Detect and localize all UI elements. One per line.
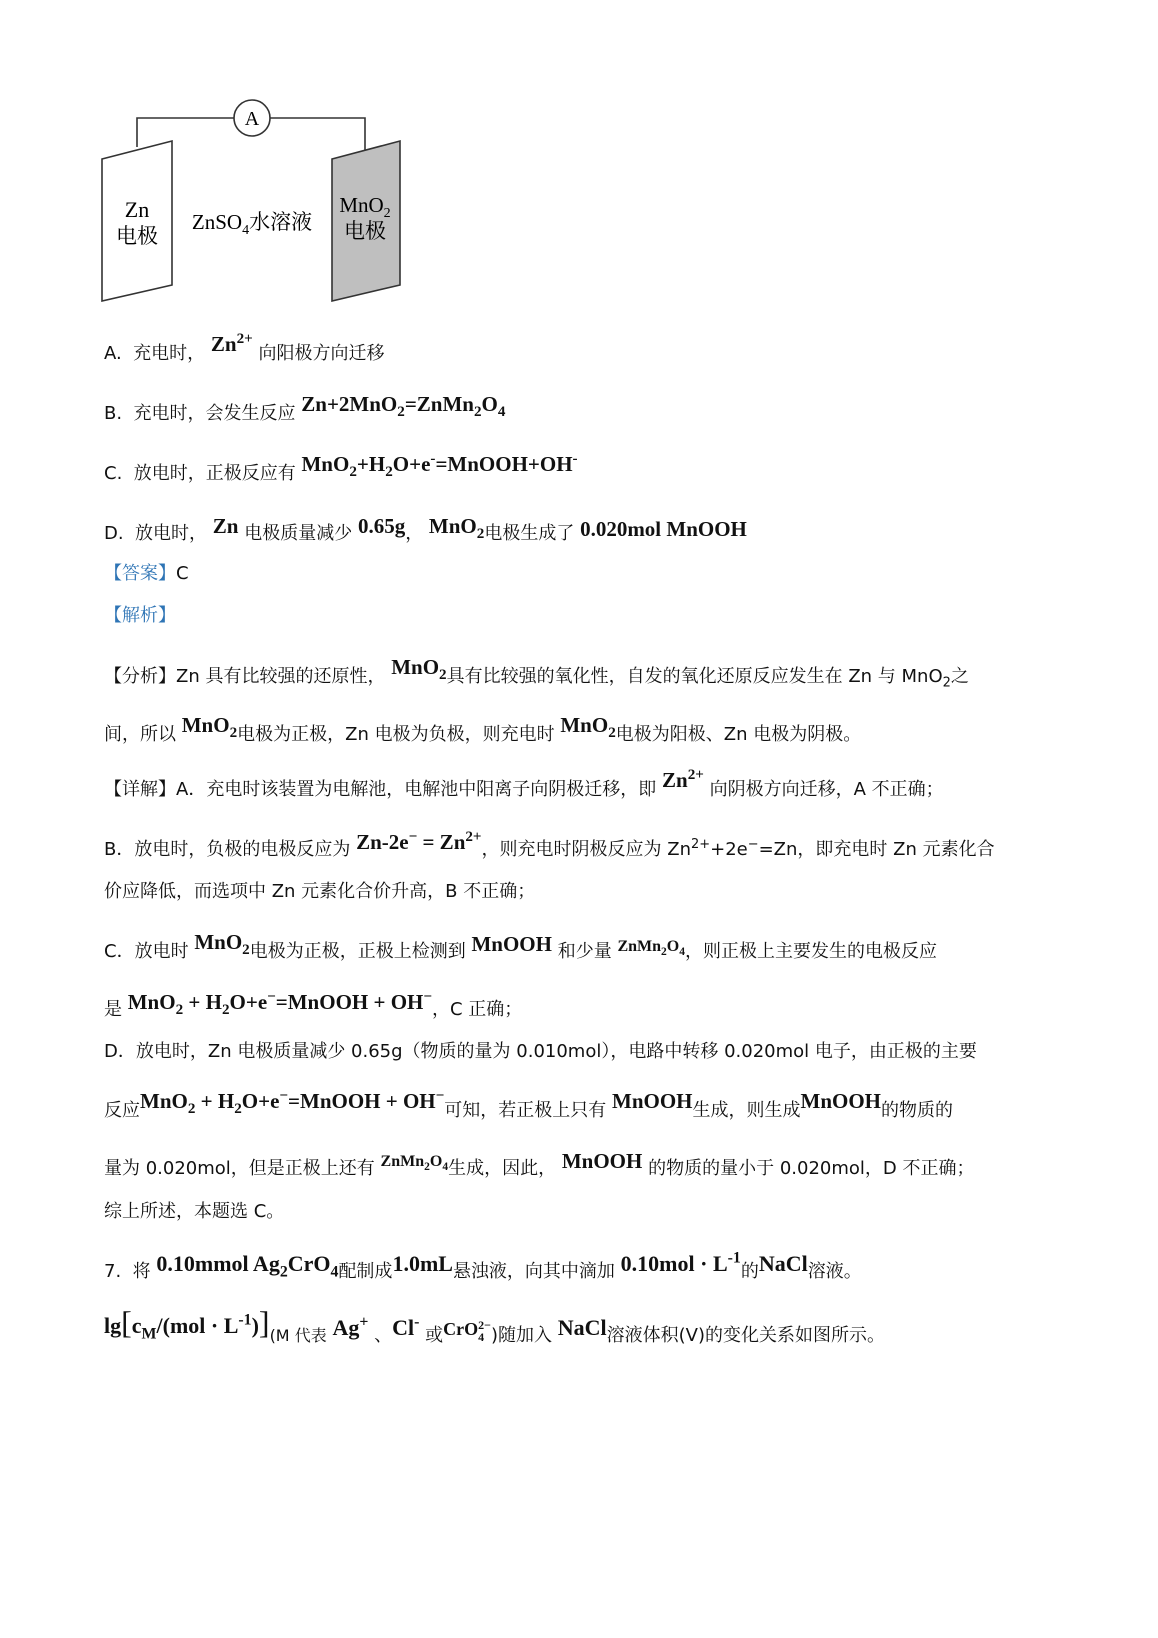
option-b: [104, 392, 506, 426]
formula-text: MnO: [391, 655, 440, 679]
detail-text: 的物质的: [881, 1100, 954, 1121]
formula-sup: −: [435, 1088, 445, 1104]
formula-sub: 4: [478, 1329, 485, 1344]
formula-sub: 2: [229, 725, 238, 742]
formula-text: CrO: [287, 1251, 331, 1276]
mno2-electrode-label: 电极: [344, 219, 386, 243]
formula: [301, 392, 506, 421]
formula-sub: 2: [661, 946, 667, 959]
formula-sub: 2: [234, 1101, 242, 1118]
formula: [428, 514, 485, 543]
detail-text: =Zn，即充电时 Zn 元素化合: [758, 839, 995, 860]
option-text: 充电时，: [133, 343, 206, 364]
formula-sub: 2: [473, 404, 482, 421]
equation: [140, 1088, 445, 1118]
detail-tag: 【详解】: [104, 779, 176, 800]
formula-text: O+e: [241, 1089, 280, 1113]
option-c: [104, 451, 578, 486]
formula-sub: 2: [242, 942, 250, 959]
formula: 1.0mL: [392, 1251, 453, 1276]
formula-text: Zn-2e: [356, 830, 409, 854]
electrolyte-label-text: ZnSO: [191, 210, 243, 234]
detail-text: ，则正极上主要发生的电极反应: [685, 941, 937, 962]
detail-d-line-1: [104, 1040, 977, 1064]
fenxi-text: 之: [950, 666, 969, 687]
formula-text: lg: [104, 1313, 122, 1338]
formula-sub: 2: [221, 1002, 230, 1019]
zn-electrode-label: Zn: [124, 197, 150, 222]
formula-sup: -: [414, 1313, 420, 1331]
detail-d-line-3: [104, 1149, 975, 1182]
answer-line: [104, 562, 189, 586]
question-text: )随加入: [490, 1325, 552, 1346]
formula-sub: 2: [279, 1263, 288, 1281]
option-text: 向阳极方向迁移: [258, 343, 385, 364]
question-number: 7.: [104, 1261, 122, 1282]
fenxi-text: Zn 具有比较强的还原性，: [176, 666, 386, 687]
formula-text: + H: [195, 1089, 235, 1113]
fenxi-text: 间，所以: [104, 724, 176, 745]
formula: MnOOH: [800, 1089, 882, 1113]
formula-text: + H: [183, 990, 222, 1014]
formula-sub: 4: [442, 1161, 449, 1174]
detail-text: B．放电时，负极的电极反应为: [104, 839, 351, 860]
formula-text: MnO: [301, 452, 350, 476]
detail-text: 的物质的量小于 0.020mol，D 不正确；: [648, 1158, 975, 1179]
detail-text: ，C 正确；: [432, 999, 523, 1020]
formula: [392, 1313, 420, 1340]
formula-text: 0.10mmol Ag: [156, 1251, 280, 1276]
formula-text: MnO: [181, 713, 230, 737]
electrolyte-label: [192, 210, 312, 238]
question-text: 将: [132, 1261, 151, 1282]
option-text: 充电时，会发生反应: [133, 403, 296, 424]
formula-sub: 2: [608, 725, 616, 742]
formula-text: Cl: [392, 1315, 415, 1340]
formula: [332, 1313, 369, 1340]
formula-text: 0.10mol · L: [620, 1251, 728, 1276]
formula: [662, 768, 704, 792]
formula: [181, 713, 238, 742]
formula: [356, 830, 481, 854]
formula-text: MnO: [194, 930, 243, 954]
lg-expression: [104, 1304, 270, 1343]
formula-text: Ag: [332, 1315, 360, 1340]
formula: [194, 930, 250, 959]
formula-text: Zn+2MnO: [301, 392, 398, 416]
formula-sup: 2+: [236, 331, 253, 347]
formula-sub: 4: [679, 946, 685, 959]
formula-sup: −: [408, 829, 418, 845]
formula-text: =MnOOH+OH: [435, 452, 573, 476]
detail-d-line-2: [104, 1088, 954, 1123]
formula-text: MnO: [140, 1089, 188, 1113]
formula-text: CrO: [443, 1319, 479, 1339]
formula-text: /(mol · L: [156, 1313, 239, 1338]
detail-text: 价应降低，而选项中 Zn 元素化合价升高，B 不正确；: [104, 881, 536, 902]
detail-text: 生成，则生成: [692, 1100, 801, 1121]
formula-text: Zn: [662, 768, 688, 792]
formula-text: +H: [356, 452, 386, 476]
detail-text: 反应: [104, 1100, 140, 1121]
detail-text: D．放电时，Zn 电极质量减少 0.65g（物质的量为 0.010mol），电路中转移 0.020mol 电子，由正极的主要: [104, 1041, 977, 1062]
formula-sup: −: [423, 989, 432, 1005]
fenxi-tag: 【分析】: [104, 666, 176, 687]
equation: [127, 989, 432, 1019]
option-d: [104, 514, 747, 546]
detail-text: ，则充电时阴极反应为 Zn: [481, 839, 692, 860]
option-text: 放电时，: [135, 523, 208, 544]
formula: [391, 655, 447, 684]
formula-text: MnO: [127, 990, 176, 1014]
detail-a: [104, 767, 944, 802]
cell-diagram: [95, 95, 415, 310]
formula-sub: 4: [497, 404, 506, 421]
formula-text: O: [666, 938, 680, 955]
formula-text: = Zn: [417, 830, 466, 854]
fenxi-text: 电极为正极，Zn 电极为负极，则充电时: [237, 724, 555, 745]
answer-tag: 【答案】: [104, 563, 176, 584]
formula-sup: 2−: [478, 1317, 491, 1332]
option-label: B.: [104, 403, 123, 424]
option-text: 电极质量减少: [244, 523, 353, 544]
formula: [211, 332, 253, 356]
mno2-label-sub: 2: [383, 206, 391, 221]
detail-text: 量为 0.020mol，但是正极上还有: [104, 1158, 375, 1179]
detail-b-line-1: [104, 829, 995, 862]
question-7-line-1: [104, 1249, 862, 1284]
formula-text: MnO: [428, 514, 477, 538]
formula-sub: 2: [424, 1161, 430, 1174]
formula-sub: M: [141, 1325, 157, 1343]
mno2-electrode-label: [339, 193, 390, 221]
formula-sub: 2: [476, 526, 485, 543]
question-text: 悬浊液，向其中滴加: [452, 1261, 615, 1282]
detail-text: 生成，因此，: [448, 1158, 557, 1179]
formula-text: O: [481, 392, 498, 416]
detail-sup: 2+: [691, 837, 711, 852]
formula: [381, 1150, 449, 1174]
formula: 0.020mol MnOOH: [580, 517, 747, 541]
detail-text: 是: [104, 999, 122, 1020]
answer-value: C: [176, 563, 189, 584]
bracket: ]: [258, 1304, 270, 1340]
option-a: [104, 331, 385, 366]
formula-sup: 2+: [687, 767, 704, 783]
formula-sup: -: [572, 451, 578, 467]
zn-electrode-label: 电极: [116, 224, 158, 248]
question-text: 的: [740, 1261, 759, 1282]
formula: MnOOH: [612, 1089, 693, 1113]
detail-text: 可知，若正极上只有: [444, 1100, 607, 1121]
formula-text: =ZnMn: [404, 392, 474, 416]
formula-sub: 2: [175, 1002, 184, 1019]
formula-sub: 2: [385, 464, 393, 481]
bracket: [: [121, 1304, 132, 1340]
formula: [617, 935, 685, 959]
detail-text: C．放电时: [104, 941, 189, 962]
option-label: A.: [104, 343, 122, 364]
wire: [137, 118, 234, 147]
formula-text: ): [251, 1313, 259, 1338]
fenxi-text: 电极为阳极、Zn 电极为阴极。: [615, 724, 862, 745]
formula-text: O: [429, 1153, 443, 1170]
ammeter-label: A: [244, 108, 260, 130]
option-label: C.: [104, 463, 123, 484]
formula-text: =MnOOH + OH: [288, 1089, 436, 1113]
formula-sup: -1: [238, 1311, 252, 1329]
question-text: 溶液体积(V)的变化关系如图所示。: [606, 1325, 885, 1346]
formula-text: O+e: [229, 990, 268, 1014]
summary-text: 综上所述，本题选 C。: [104, 1201, 285, 1222]
formula-text: MnO: [560, 713, 609, 737]
detail-text: 和少量: [557, 941, 612, 962]
analysis-tag: 【解析】: [104, 605, 176, 626]
formula: Zn: [212, 514, 239, 538]
detail-c-line-1: [104, 930, 937, 965]
option-text: 电极生成了: [484, 523, 575, 544]
option-label: D.: [104, 523, 124, 544]
formula-text: Zn: [210, 332, 237, 356]
detail-text: 向阴极方向迁移，A 不正确；: [709, 779, 944, 800]
option-text: ，: [405, 523, 424, 544]
question-text: 溶液。: [807, 1261, 862, 1282]
formula-sub: 2: [439, 667, 447, 684]
question-text: 或: [425, 1325, 444, 1346]
formula-text: ZnMn: [617, 938, 662, 955]
detail-text: A．充电时该装置为电解池，电解池中阳离子向阴极迁移，即: [176, 779, 657, 800]
fenxi-line-1: [104, 655, 969, 691]
formula: [620, 1249, 741, 1276]
question-7-line-2: [104, 1304, 885, 1349]
formula-sup: 2+: [465, 829, 482, 845]
formula-sup: -: [430, 451, 436, 467]
electrolyte-label-sub: 4: [242, 223, 250, 238]
question-text: (M 代表: [269, 1326, 327, 1345]
fenxi-text: 具有比较强的氧化性，自发的氧化还原反应发生在 Zn 与 MnO: [446, 666, 943, 687]
formula-text: O+e: [392, 452, 431, 476]
summary-line: [104, 1200, 284, 1224]
formula: [301, 451, 578, 481]
formula-sub: 2: [187, 1101, 196, 1118]
formula: NaCl: [758, 1251, 808, 1276]
formula: NaCl: [557, 1315, 607, 1340]
formula: MnOOH: [471, 932, 552, 956]
formula-sub: 4: [330, 1263, 339, 1281]
formula-text: ZnMn: [380, 1153, 425, 1170]
formula-sup: +: [359, 1313, 369, 1331]
formula-sup: −: [279, 1088, 289, 1104]
formula: MnOOH: [561, 1149, 643, 1173]
formula-text: =MnOOH + OH: [275, 990, 424, 1014]
fenxi-sub: 2: [942, 675, 951, 691]
analysis-line: [104, 604, 176, 628]
detail-b-line-2: [104, 880, 535, 904]
electrolyte-label-text: 水溶液: [249, 210, 313, 234]
fenxi-line-2: [104, 713, 862, 747]
detail-c-line-2: [104, 989, 523, 1022]
formula: [560, 713, 616, 742]
formula-text: c: [131, 1313, 142, 1338]
wire: [270, 118, 365, 150]
formula-sup: -1: [727, 1249, 741, 1267]
formula: 0.65g: [357, 514, 406, 538]
detail-text: +2e: [710, 839, 748, 860]
formula-sub: 2: [349, 464, 357, 481]
option-text: 放电时，正极反应有: [133, 463, 296, 484]
formula-sup: −: [267, 989, 276, 1005]
detail-text: 电极为正极，正极上检测到: [249, 941, 466, 962]
formula: [443, 1317, 491, 1343]
detail-sup: −: [747, 837, 759, 852]
question-text: 配制成: [338, 1261, 393, 1282]
formula-sub: 2: [397, 404, 405, 421]
question-text: 、: [374, 1325, 393, 1346]
formula: [156, 1251, 339, 1281]
mno2-label-text: MnO: [339, 193, 384, 217]
